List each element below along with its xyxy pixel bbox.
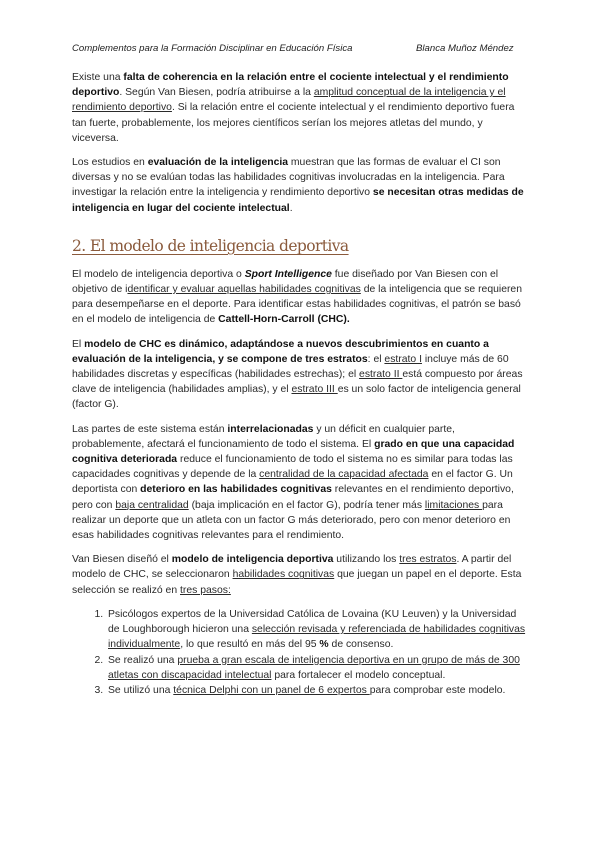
- list-item: [106, 683, 528, 698]
- text: en el factor G. Un deportista con: [72, 469, 513, 496]
- underlined-text: baja centralidad: [115, 499, 189, 511]
- paragraph-model-design: [72, 552, 528, 598]
- emphasis: modelo de CHC es dinámico, adaptándose a nuevos descubrimientos en cuanto a evaluación de la inteligencia, y se compone de tres estratos: [72, 338, 489, 365]
- text: que juegan un papel en el deporte. Esta selección se realizó en: [72, 569, 522, 596]
- text: para realizar un deporte que un atleta con un factor G más deteriorado, pero con menor deterioro en esas habilidades cognitivas relevantes para el rendimiento.: [72, 499, 511, 542]
- paragraph-interrelated: [72, 422, 528, 544]
- emphasis: modelo de inteligencia deportiva: [171, 554, 334, 566]
- underlined-text: limitaciones: [424, 499, 483, 511]
- underlined-text: amplitud conceptual de la inteligencia y el rendimiento deportivo: [72, 87, 506, 114]
- underlined-text: dentificar y evaluar aquellas habilidades cognitivas: [127, 284, 361, 296]
- text: , lo que resultó en más del 95: [180, 639, 320, 651]
- text: .: [289, 202, 293, 214]
- text: Los estudios en: [72, 157, 148, 169]
- header-course-title: Complementos para la Formación Disciplinar en Educación Física: [72, 43, 353, 54]
- text: . A partir del modelo de CHC, se seleccionaron: [72, 554, 512, 581]
- text: para comprobar este modelo.: [369, 684, 506, 696]
- header-author: Blanca Muñoz Méndez: [416, 43, 514, 54]
- underlined-text: tres estratos: [399, 554, 457, 566]
- text: : el: [367, 353, 385, 365]
- emphasis: falta de coherencia en la relación entre el cociente intelectual y el rendimiento deportivo: [72, 72, 509, 99]
- text: utilizando los: [333, 554, 400, 566]
- text: Se realizó una: [108, 654, 178, 666]
- underlined-text: prueba a gran escala de inteligencia deportiva en un grupo de más de 300 atletas con discapacidad intelectual: [108, 654, 520, 681]
- text: Se utilizó una: [108, 684, 174, 696]
- underlined-text: tres pasos:: [180, 584, 231, 596]
- text: es un solo factor de inteligencia general (factor G).: [72, 384, 521, 411]
- text: . Según Van Biesen, podría atribuirse a la: [119, 87, 314, 99]
- paragraph-evaluation: [72, 155, 528, 216]
- emphasis: deterioro en las habilidades cognitivas: [140, 484, 332, 496]
- text: de la inteligencia que se requieren para desempeñarse en el deporte. Para identificar estas habilidades cognitivas, el patrón se basó en el modelo de inteligencia de: [72, 284, 522, 326]
- emphasis: evaluación de la inteligencia: [147, 157, 289, 169]
- text: muestran que las formas de evaluar el CI son diversas y no se evalúan todas las habilidades cognitivas involucradas en la inteligencia. Para investigar la relación entre la inteligencia y rendimiento deportivo: [72, 157, 505, 199]
- emphasis-italic: Sport Intelligence: [244, 268, 332, 280]
- emphasis: grado en que una capacidad cognitiva deteriorada: [72, 438, 515, 466]
- text: . Si la relación entre el cociente intelectual y el rendimiento deportivo fuera tan fuerte, probablemente, los mejores científicos serían los mejores atletas del mundo, y viceversa.: [72, 102, 515, 144]
- text: Las partes de este sistema están: [72, 423, 228, 435]
- text: relevantes en el rendimiento deportivo, pero con: [72, 484, 514, 511]
- paragraph-sport-intelligence: [72, 267, 528, 328]
- text: Van Biesen diseñó el: [72, 554, 172, 566]
- text: El modelo de inteligencia deportiva o: [72, 268, 245, 280]
- text: de consenso.: [328, 639, 394, 651]
- emphasis: se necesitan otras medidas de inteligencia en lugar del cociente intelectual: [72, 187, 524, 214]
- section-title: 2. El modelo de inteligencia deportiva: [72, 236, 349, 255]
- list-item: [106, 653, 528, 683]
- text: Psicólogos expertos de la Universidad Católica de Lovaina (KU Leuven) y la Universidad de Loughborough hicieron una: [108, 608, 517, 636]
- text: El: [72, 338, 85, 350]
- text: para fortalecer el modelo conceptual.: [271, 669, 446, 681]
- text: Existe una: [72, 72, 124, 83]
- text: y un déficit en cualquier parte, probablemente, afectará el funcionamiento de todo el sistema. El: [72, 423, 455, 450]
- emphasis: Cattell-Horn-Carroll (CHC).: [218, 314, 350, 326]
- text: incluye más de 60 habilidades discretas y específicas (habilidades estrechas); el: [72, 353, 509, 381]
- paragraph-coherence: [72, 70, 528, 146]
- steps-list: [72, 607, 528, 698]
- underlined-text: selección revisada y referenciada de habilidades cognitivas individualmente: [108, 624, 526, 651]
- text: reduce el funcionamiento de todo el sistema no es similar para todas las capacidades cognitivas y depende de la: [72, 454, 513, 481]
- underlined-text: habilidades cognitivas: [232, 569, 335, 581]
- underlined-text: estrato III: [291, 384, 338, 396]
- text: fue diseñado por Van Biesen con el objetivo de i: [72, 268, 499, 296]
- list-item: [106, 607, 528, 653]
- document-body: [72, 70, 528, 698]
- paragraph-chc-model: [72, 337, 528, 413]
- underlined-text: estrato II: [359, 369, 403, 381]
- underlined-text: centralidad de la capacidad afectada: [259, 469, 429, 481]
- text: (baja implicación en el factor G), podría tener más: [188, 499, 425, 511]
- emphasis: %: [319, 639, 329, 651]
- underlined-text: técnica Delphi con un panel de 6 expertos: [173, 684, 370, 696]
- text: está compuesto por áreas clave de inteligencia (habilidades amplias), y el: [72, 369, 523, 396]
- underlined-text: estrato I: [384, 353, 422, 365]
- emphasis: interrelacionadas: [227, 423, 314, 435]
